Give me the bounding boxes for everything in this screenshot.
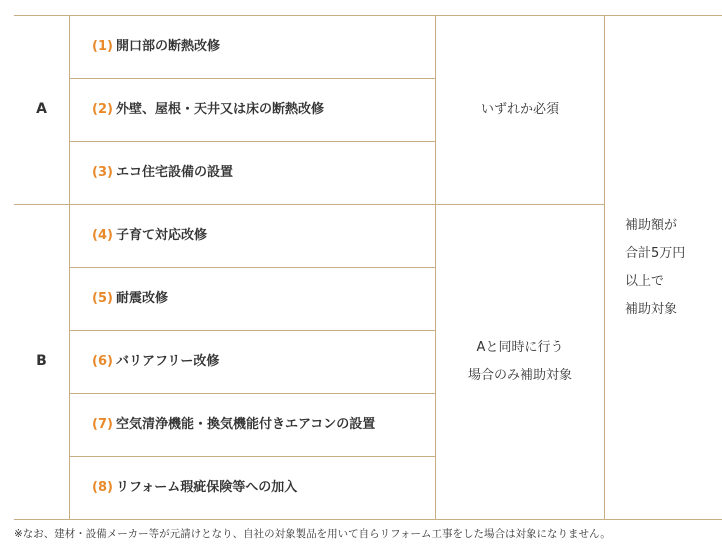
list-item bbox=[92, 15, 220, 78]
list-item bbox=[92, 204, 207, 267]
item-number: (2) bbox=[92, 101, 113, 117]
list-item bbox=[92, 267, 168, 330]
column-divider bbox=[69, 15, 70, 520]
group-label-a: A bbox=[36, 101, 47, 118]
item-number: (8) bbox=[92, 479, 113, 495]
column-divider bbox=[604, 15, 605, 520]
condition-b-line1: Aと同時に行う bbox=[476, 339, 564, 355]
subsidy-note bbox=[625, 15, 722, 520]
list-item bbox=[92, 456, 297, 519]
list-item bbox=[92, 393, 375, 456]
subsidy-line4: 補助対象 bbox=[625, 301, 678, 317]
item-label: 外壁、屋根・天井又は床の断熱改修 bbox=[115, 101, 324, 117]
item-label: エコ住宅設備の設置 bbox=[115, 164, 233, 180]
item-number: (5) bbox=[92, 290, 113, 306]
subsidy-line3: 以上で bbox=[625, 273, 665, 289]
condition-b bbox=[436, 204, 604, 519]
item-number: (7) bbox=[92, 416, 113, 432]
item-number: (6) bbox=[92, 353, 113, 369]
item-label: 子育て対応改修 bbox=[115, 227, 207, 243]
item-label: 空気清浄機能・換気機能付きエアコンの設置 bbox=[115, 416, 376, 432]
item-number: (3) bbox=[92, 164, 113, 180]
item-number: (1) bbox=[92, 38, 113, 54]
item-label: 耐震改修 bbox=[115, 290, 168, 306]
list-item bbox=[92, 141, 233, 204]
condition-a bbox=[436, 15, 604, 204]
item-label: バリアフリー改修 bbox=[115, 353, 220, 369]
subsidy-line1: 補助額が bbox=[625, 217, 678, 233]
list-item bbox=[92, 330, 219, 393]
group-label-b: B bbox=[36, 353, 47, 370]
item-number: (4) bbox=[92, 227, 113, 243]
list-item bbox=[92, 78, 324, 141]
subsidy-table bbox=[14, 15, 722, 520]
condition-b-line2: 場合のみ補助対象 bbox=[467, 367, 572, 383]
table-bottom-border bbox=[14, 519, 722, 520]
condition-a-text: いずれか必須 bbox=[480, 101, 559, 117]
item-label: 開口部の断熱改修 bbox=[115, 38, 220, 54]
subsidy-line2: 合計5万円 bbox=[625, 245, 686, 261]
footnote: ※なお、建材・設備メーカー等が元請けとなり、自社の対象製品を用いて自らリフォーム工事をした場合は対象になりません。 bbox=[14, 528, 611, 540]
item-label: リフォーム瑕疵保険等への加入 bbox=[115, 479, 298, 495]
